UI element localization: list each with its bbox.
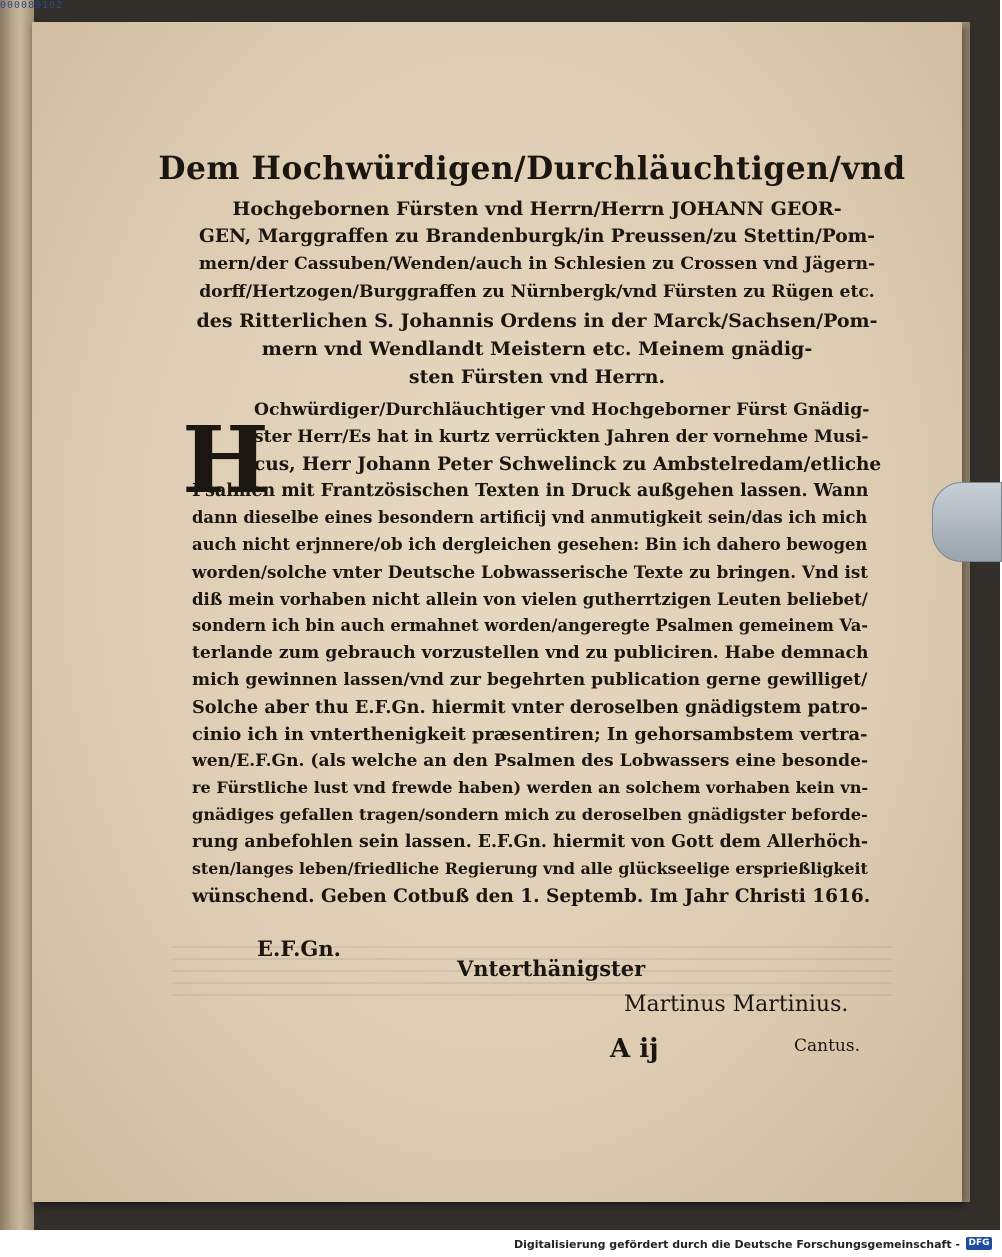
body-line: Psalmen mit Frantzösischen Texten in Druck außgehen lassen. Wann [192, 481, 869, 501]
body-line: cus, Herr Johann Peter Schwelinck zu Ambstelredam/etliche [254, 454, 882, 475]
body-line: cinio ich in vnterthenigkeit præsentiren; In gehorsambstem vertra- [192, 724, 868, 745]
body-line: Ochwürdiger/Durchläuchtiger vnd Hochgeborner Fürst Gnädig- [254, 400, 870, 420]
spine-stamp: 000080102 [0, 0, 64, 11]
funding-credit: Digitalisierung gefördert durch die Deutsche Forschungsgemeinschaft - [513, 1238, 960, 1251]
body-line: dann dieselbe eines besondern artificij vnd anmutigkeit sein/das ich mich [192, 508, 868, 527]
catchword: Cantus. [794, 1036, 860, 1056]
body-line: worden/solche vnter Deutsche Lobwasserische Texte zu bringen. Vnd ist [192, 562, 869, 582]
dedication-line: des Ritterlichen S. Johannis Ordens in der Marck/Sachsen/Pom- [196, 310, 878, 332]
body-line: re Fürstliche lust vnd frewde haben) werden an solchem vorhaben kein vn- [192, 778, 869, 797]
footer-bar [0, 1230, 1000, 1257]
dedication-line: GEN, Marggraffen zu Brandenburgk/in Preussen/zu Stettin/Pom- [198, 226, 876, 247]
body-line: sondern ich bin auch ermahnet worden/angeregte Psalmen gemeinem Va- [192, 616, 869, 635]
book-spine-edge [0, 0, 64, 1230]
closing: Vnterthänigster [457, 956, 646, 981]
page-clip-tab [932, 482, 1002, 562]
dedication-line: mern/der Cassuben/Wenden/auch in Schlesien zu Crossen vnd Jägern- [198, 254, 876, 274]
body-line: sten/langes leben/friedliche Regierung vnd alle glückseelige ersprießligkeit [192, 859, 868, 878]
body-line: auch nicht erjnnere/ob ich dergleichen gesehen: Bin ich dahero bewogen [192, 535, 868, 554]
body-line: rung anbefohlen sein lassen. E.F.Gn. hiermit von Gott dem Allerhöch- [192, 832, 869, 852]
dfg-logo-icon: DFG [966, 1237, 992, 1250]
body-line: gnädiges gefallen tragen/sondern mich zu deroselben gnädigster beforde- [192, 805, 868, 824]
dedication-line: mern vnd Wendlandt Meistern etc. Meinem gnädig- [261, 338, 813, 360]
dedication-line: Hochgebornen Fürsten vnd Herrn/Herrn JOHANN GEOR- [232, 198, 842, 220]
book-page [32, 22, 962, 1202]
body-line: ster Herr/Es hat in kurtz verrückten Jahren der vornehme Musi- [254, 427, 869, 447]
dedication-line: dorff/Hertzogen/Burggraffen zu Nürnbergk/vnd Fürsten zu Rügen etc. [199, 282, 875, 302]
dedication-line: sten Fürsten vnd Herrn. [408, 366, 666, 388]
author-name: Martinus Martinius. [624, 992, 849, 1017]
body-line: mich gewinnen lassen/vnd zur begehrten publication gerne gewilliget/ [192, 670, 868, 690]
dedication-title: Dem Hochwürdigen/Durchläuchtigen/vnd [158, 151, 906, 187]
body-line: wünschend. Geben Cotbuß den 1. Septemb. Im Jahr Christi 1616. [192, 886, 871, 907]
body-line: Solche aber thu E.F.Gn. hiermit vnter deroselben gnädigstem patro- [192, 697, 868, 718]
salutation: E.F.Gn. [257, 936, 341, 961]
drop-cap-initial: H [182, 406, 269, 514]
body-line: wen/E.F.Gn. (als welche an den Psalmen des Lobwassers eine besonde- [192, 751, 869, 771]
body-line: terlande zum gebrauch vorzustellen vnd zu publiciren. Habe demnach [192, 643, 869, 663]
body-line: diß mein vorhaben nicht allein von vielen gutherrtzigen Leuten beliebet/ [192, 589, 868, 609]
signature-mark: A ij [610, 1034, 659, 1064]
